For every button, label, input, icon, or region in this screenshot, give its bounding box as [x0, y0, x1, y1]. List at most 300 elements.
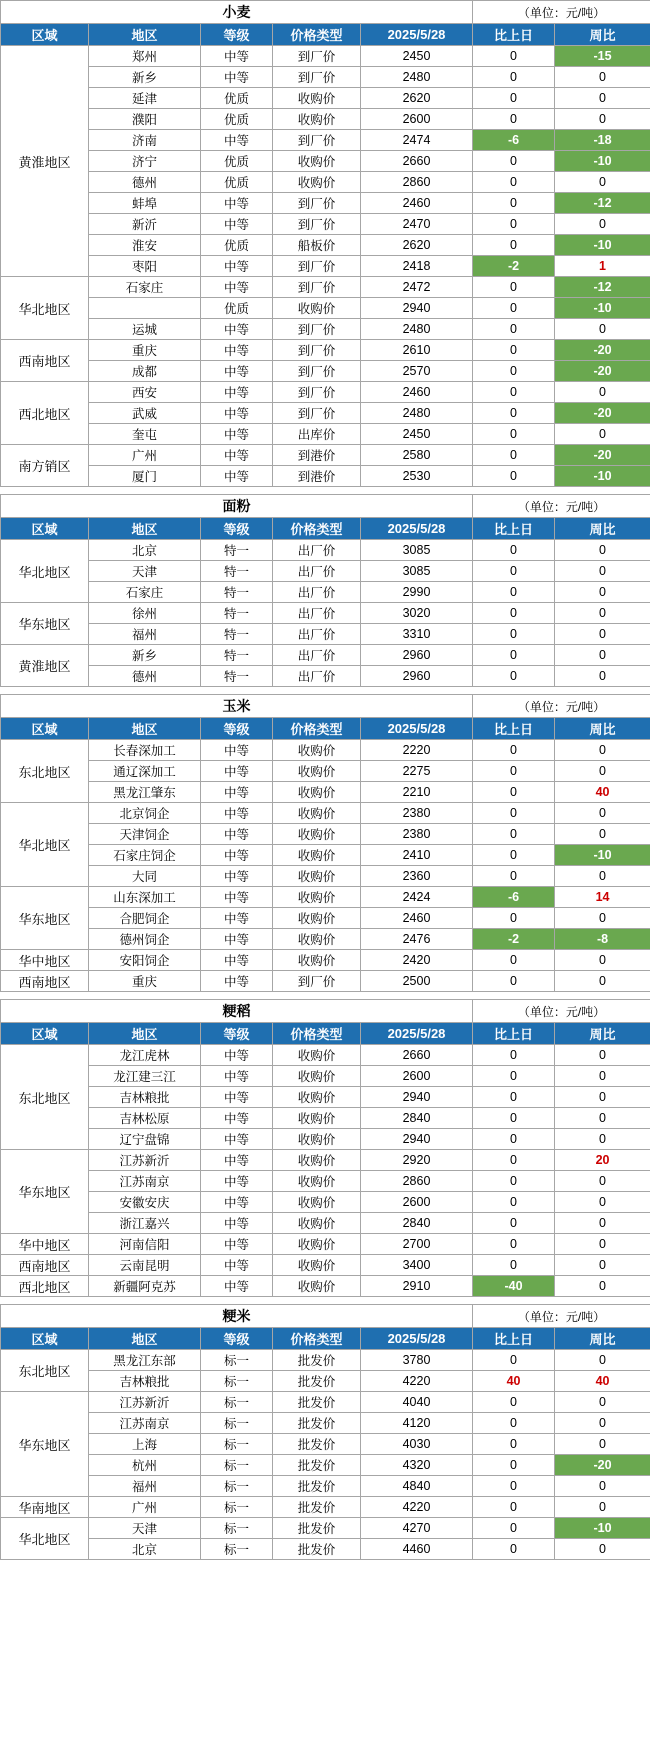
column-header: 地区	[89, 718, 201, 740]
grade-cell: 标一	[201, 1371, 273, 1392]
area-cell: 重庆	[89, 971, 201, 992]
grade-cell: 优质	[201, 235, 273, 256]
column-header: 地区	[89, 24, 201, 46]
week-change-cell: -8	[555, 929, 650, 950]
grade-cell: 优质	[201, 172, 273, 193]
price-cell: 2275	[361, 761, 473, 782]
grade-cell: 标一	[201, 1518, 273, 1539]
area-cell: 西安	[89, 382, 201, 403]
column-header: 2025/5/28	[361, 718, 473, 740]
day-change-cell: 0	[473, 1234, 555, 1255]
price-table	[0, 694, 650, 992]
table-title-row	[1, 695, 650, 718]
week-change-cell: -12	[555, 277, 650, 298]
day-change-cell: 0	[473, 298, 555, 319]
day-change-cell: 0	[473, 235, 555, 256]
table-row	[1, 561, 650, 582]
day-change-cell: 0	[473, 1192, 555, 1213]
price-type-cell: 收购价	[273, 298, 361, 319]
week-change-cell: 0	[555, 1171, 650, 1192]
grade-cell: 中等	[201, 1108, 273, 1129]
area-cell: 淮安	[89, 235, 201, 256]
grade-cell: 中等	[201, 761, 273, 782]
grade-cell: 中等	[201, 929, 273, 950]
day-change-cell: 0	[473, 340, 555, 361]
price-cell: 4320	[361, 1455, 473, 1476]
week-change-cell: -20	[555, 445, 650, 466]
day-change-cell: 0	[473, 561, 555, 582]
price-type-cell: 收购价	[273, 887, 361, 908]
day-change-cell: 0	[473, 1434, 555, 1455]
table-header-row	[1, 518, 650, 540]
area-cell: 上海	[89, 1434, 201, 1455]
price-cell: 2600	[361, 1192, 473, 1213]
area-cell: 广州	[89, 1497, 201, 1518]
price-type-cell: 收购价	[273, 1171, 361, 1192]
table-row	[1, 382, 650, 403]
table-header-row	[1, 1328, 650, 1350]
grade-cell: 中等	[201, 67, 273, 88]
table-header-row	[1, 1023, 650, 1045]
area-cell: 云南昆明	[89, 1255, 201, 1276]
day-change-cell: 40	[473, 1371, 555, 1392]
grade-cell: 中等	[201, 1234, 273, 1255]
grade-cell: 中等	[201, 1066, 273, 1087]
grade-cell: 标一	[201, 1497, 273, 1518]
price-type-cell: 收购价	[273, 109, 361, 130]
day-change-cell: 0	[473, 845, 555, 866]
grade-cell: 中等	[201, 887, 273, 908]
week-change-cell: 0	[555, 1392, 650, 1413]
price-table	[0, 1304, 650, 1560]
price-cell: 4270	[361, 1518, 473, 1539]
grade-cell: 中等	[201, 193, 273, 214]
table-row	[1, 445, 650, 466]
area-cell: 山东深加工	[89, 887, 201, 908]
price-type-cell: 收购价	[273, 1234, 361, 1255]
day-change-cell: 0	[473, 1066, 555, 1087]
price-type-cell: 到厂价	[273, 46, 361, 67]
price-table	[0, 999, 650, 1297]
day-change-cell: 0	[473, 1045, 555, 1066]
day-change-cell: 0	[473, 319, 555, 340]
area-cell: 延津	[89, 88, 201, 109]
day-change-cell: 0	[473, 466, 555, 487]
day-change-cell: 0	[473, 782, 555, 803]
area-cell: 龙江虎林	[89, 1045, 201, 1066]
area-cell: 濮阳	[89, 109, 201, 130]
price-type-cell: 到厂价	[273, 340, 361, 361]
area-cell: 福州	[89, 1476, 201, 1497]
day-change-cell: 0	[473, 803, 555, 824]
price-cell: 2420	[361, 950, 473, 971]
table-row	[1, 645, 650, 666]
table-row	[1, 1413, 650, 1434]
day-change-cell: 0	[473, 424, 555, 445]
grade-cell: 优质	[201, 298, 273, 319]
table-row	[1, 235, 650, 256]
week-change-cell: -20	[555, 403, 650, 424]
area-cell: 辽宁盘锦	[89, 1129, 201, 1150]
week-change-cell: 0	[555, 1192, 650, 1213]
table-row	[1, 740, 650, 761]
area-cell: 武威	[89, 403, 201, 424]
grade-cell: 中等	[201, 424, 273, 445]
grade-cell: 中等	[201, 361, 273, 382]
day-change-cell: 0	[473, 971, 555, 992]
day-change-cell: 0	[473, 1087, 555, 1108]
region-cell: 西南地区	[1, 340, 89, 382]
grade-cell: 中等	[201, 277, 273, 298]
day-change-cell: -6	[473, 887, 555, 908]
week-change-cell: 0	[555, 67, 650, 88]
week-change-cell: -20	[555, 340, 650, 361]
grade-cell: 中等	[201, 256, 273, 277]
column-header: 地区	[89, 518, 201, 540]
column-header: 价格类型	[273, 24, 361, 46]
price-cell: 2660	[361, 151, 473, 172]
unit-label: （单位：元/吨）	[473, 1000, 650, 1023]
table-row	[1, 1213, 650, 1234]
table-row	[1, 1539, 650, 1560]
price-cell: 2700	[361, 1234, 473, 1255]
table-row	[1, 1087, 650, 1108]
price-type-cell: 收购价	[273, 151, 361, 172]
price-cell: 2610	[361, 340, 473, 361]
table-row	[1, 1350, 650, 1371]
commodity-title: 面粉	[1, 495, 473, 518]
price-cell: 2460	[361, 382, 473, 403]
table-row	[1, 1045, 650, 1066]
day-change-cell: -2	[473, 256, 555, 277]
column-header: 比上日	[473, 1023, 555, 1045]
commodity-title: 小麦	[1, 1, 473, 24]
table-row	[1, 666, 650, 687]
area-cell: 杭州	[89, 1455, 201, 1476]
week-change-cell: 0	[555, 1045, 650, 1066]
area-cell: 石家庄饲企	[89, 845, 201, 866]
week-change-cell: 0	[555, 1476, 650, 1497]
column-header: 等级	[201, 24, 273, 46]
column-header: 价格类型	[273, 1328, 361, 1350]
table-row	[1, 603, 650, 624]
area-cell: 合肥饲企	[89, 908, 201, 929]
price-cell: 4040	[361, 1392, 473, 1413]
area-cell: 安徽安庆	[89, 1192, 201, 1213]
table-row	[1, 151, 650, 172]
price-cell: 2220	[361, 740, 473, 761]
table-row	[1, 88, 650, 109]
region-cell: 黄淮地区	[1, 46, 89, 277]
column-header: 周比	[555, 718, 650, 740]
table-row	[1, 1455, 650, 1476]
week-change-cell: 0	[555, 1350, 650, 1371]
grade-cell: 中等	[201, 824, 273, 845]
region-cell: 华中地区	[1, 950, 89, 971]
price-cell: 2472	[361, 277, 473, 298]
grade-cell: 标一	[201, 1350, 273, 1371]
price-cell: 2660	[361, 1045, 473, 1066]
price-type-cell: 批发价	[273, 1497, 361, 1518]
table-row	[1, 908, 650, 929]
table-row	[1, 803, 650, 824]
grade-cell: 中等	[201, 1129, 273, 1150]
grade-cell: 中等	[201, 214, 273, 235]
table-row	[1, 1234, 650, 1255]
price-type-cell: 到厂价	[273, 67, 361, 88]
table-header-row	[1, 24, 650, 46]
price-cell: 4030	[361, 1434, 473, 1455]
column-header: 周比	[555, 1023, 650, 1045]
table-row	[1, 1476, 650, 1497]
price-cell: 2476	[361, 929, 473, 950]
column-header: 区域	[1, 518, 89, 540]
column-header: 地区	[89, 1023, 201, 1045]
day-change-cell: 0	[473, 540, 555, 561]
column-header: 比上日	[473, 518, 555, 540]
price-type-cell: 收购价	[273, 1255, 361, 1276]
price-type-cell: 收购价	[273, 1087, 361, 1108]
region-cell: 黄淮地区	[1, 645, 89, 687]
price-type-cell: 收购价	[273, 782, 361, 803]
table-row	[1, 1192, 650, 1213]
price-type-cell: 到厂价	[273, 277, 361, 298]
area-cell: 天津	[89, 1518, 201, 1539]
region-cell: 西北地区	[1, 382, 89, 445]
grade-cell: 优质	[201, 109, 273, 130]
table-row	[1, 67, 650, 88]
week-change-cell: 40	[555, 782, 650, 803]
region-cell: 华北地区	[1, 277, 89, 340]
commodity-block	[0, 1304, 650, 1560]
day-change-cell: 0	[473, 624, 555, 645]
unit-label: （单位：元/吨）	[473, 495, 650, 518]
week-change-cell: -15	[555, 46, 650, 67]
table-row	[1, 403, 650, 424]
commodity-title: 粳米	[1, 1305, 473, 1328]
grade-cell: 中等	[201, 466, 273, 487]
price-type-cell: 到厂价	[273, 256, 361, 277]
table-row	[1, 1518, 650, 1539]
region-cell: 东北地区	[1, 1350, 89, 1392]
week-change-cell: 0	[555, 1213, 650, 1234]
area-cell: 济南	[89, 130, 201, 151]
week-change-cell: 20	[555, 1150, 650, 1171]
price-type-cell: 批发价	[273, 1434, 361, 1455]
area-cell: 北京	[89, 540, 201, 561]
day-change-cell: 0	[473, 151, 555, 172]
day-change-cell: 0	[473, 67, 555, 88]
day-change-cell: -6	[473, 130, 555, 151]
table-row	[1, 256, 650, 277]
price-type-cell: 收购价	[273, 1150, 361, 1171]
day-change-cell: 0	[473, 172, 555, 193]
price-cell: 2600	[361, 1066, 473, 1087]
price-cell: 2840	[361, 1213, 473, 1234]
table-row	[1, 971, 650, 992]
price-type-cell: 收购价	[273, 866, 361, 887]
area-cell: 德州	[89, 666, 201, 687]
area-cell: 吉林粮批	[89, 1087, 201, 1108]
grade-cell: 优质	[201, 88, 273, 109]
table-row	[1, 172, 650, 193]
region-cell: 华东地区	[1, 1392, 89, 1497]
grade-cell: 中等	[201, 1045, 273, 1066]
area-cell: 石家庄	[89, 277, 201, 298]
grade-cell: 标一	[201, 1413, 273, 1434]
table-row	[1, 193, 650, 214]
day-change-cell: 0	[473, 645, 555, 666]
area-cell: 江苏新沂	[89, 1150, 201, 1171]
table-row	[1, 582, 650, 603]
price-type-cell: 到厂价	[273, 319, 361, 340]
week-change-cell: 0	[555, 866, 650, 887]
table-row	[1, 540, 650, 561]
commodity-block	[0, 0, 650, 487]
area-cell: 江苏南京	[89, 1171, 201, 1192]
table-row	[1, 319, 650, 340]
day-change-cell: 0	[473, 761, 555, 782]
table-row	[1, 1066, 650, 1087]
area-cell: 蚌埠	[89, 193, 201, 214]
grade-cell: 中等	[201, 130, 273, 151]
area-cell: 浙江嘉兴	[89, 1213, 201, 1234]
week-change-cell: -10	[555, 845, 650, 866]
area-cell	[89, 298, 201, 319]
price-type-cell: 批发价	[273, 1518, 361, 1539]
area-cell: 福州	[89, 624, 201, 645]
region-cell: 华东地区	[1, 887, 89, 950]
region-cell: 南方销区	[1, 445, 89, 487]
grade-cell: 中等	[201, 319, 273, 340]
day-change-cell: 0	[473, 603, 555, 624]
price-type-cell: 到厂价	[273, 971, 361, 992]
table-row	[1, 1108, 650, 1129]
day-change-cell: 0	[473, 1392, 555, 1413]
day-change-cell: 0	[473, 193, 555, 214]
table-row	[1, 130, 650, 151]
week-change-cell: -10	[555, 235, 650, 256]
table-row	[1, 361, 650, 382]
week-change-cell: 0	[555, 950, 650, 971]
price-cell: 2410	[361, 845, 473, 866]
commodity-title: 粳稻	[1, 1000, 473, 1023]
grade-cell: 特一	[201, 624, 273, 645]
table-row	[1, 1434, 650, 1455]
column-header: 周比	[555, 24, 650, 46]
grade-cell: 标一	[201, 1455, 273, 1476]
price-cell: 3020	[361, 603, 473, 624]
price-type-cell: 收购价	[273, 929, 361, 950]
table-title-row	[1, 1305, 650, 1328]
table-row	[1, 950, 650, 971]
week-change-cell: -10	[555, 1518, 650, 1539]
area-cell: 天津饲企	[89, 824, 201, 845]
area-cell: 大同	[89, 866, 201, 887]
price-type-cell: 收购价	[273, 908, 361, 929]
area-cell: 黑龙江肇东	[89, 782, 201, 803]
price-type-cell: 船板价	[273, 235, 361, 256]
column-header: 周比	[555, 518, 650, 540]
week-change-cell: 0	[555, 1255, 650, 1276]
price-cell: 2600	[361, 109, 473, 130]
area-cell: 北京	[89, 1539, 201, 1560]
day-change-cell: 0	[473, 1150, 555, 1171]
week-change-cell: 0	[555, 666, 650, 687]
table-row	[1, 1371, 650, 1392]
price-type-cell: 出厂价	[273, 582, 361, 603]
table-row	[1, 1150, 650, 1171]
column-header: 区域	[1, 24, 89, 46]
area-cell: 广州	[89, 445, 201, 466]
price-table	[0, 0, 650, 487]
week-change-cell: 0	[555, 1413, 650, 1434]
area-cell: 石家庄	[89, 582, 201, 603]
week-change-cell: 0	[555, 1108, 650, 1129]
column-header: 价格类型	[273, 518, 361, 540]
price-cell: 2580	[361, 445, 473, 466]
week-change-cell: -10	[555, 466, 650, 487]
day-change-cell: 0	[473, 88, 555, 109]
week-change-cell: 0	[555, 424, 650, 445]
unit-label: （单位：元/吨）	[473, 1, 650, 24]
table-row	[1, 845, 650, 866]
unit-label: （单位：元/吨）	[473, 1305, 650, 1328]
price-cell: 2940	[361, 298, 473, 319]
commodity-title: 玉米	[1, 695, 473, 718]
grade-cell: 中等	[201, 740, 273, 761]
week-change-cell: 0	[555, 319, 650, 340]
area-cell: 江苏新沂	[89, 1392, 201, 1413]
area-cell: 安阳饲企	[89, 950, 201, 971]
table-row	[1, 1171, 650, 1192]
week-change-cell: 40	[555, 1371, 650, 1392]
area-cell: 新疆阿克苏	[89, 1276, 201, 1297]
price-type-cell: 收购价	[273, 1213, 361, 1234]
table-row	[1, 824, 650, 845]
grade-cell: 中等	[201, 382, 273, 403]
week-change-cell: 0	[555, 1434, 650, 1455]
week-change-cell: 0	[555, 740, 650, 761]
price-cell: 2860	[361, 172, 473, 193]
commodity-block	[0, 694, 650, 992]
area-cell: 运城	[89, 319, 201, 340]
table-row	[1, 109, 650, 130]
day-change-cell: 0	[473, 582, 555, 603]
price-type-cell: 收购价	[273, 88, 361, 109]
price-type-cell: 收购价	[273, 172, 361, 193]
price-type-cell: 收购价	[273, 1045, 361, 1066]
table-row	[1, 46, 650, 67]
area-cell: 北京饲企	[89, 803, 201, 824]
day-change-cell: 0	[473, 1129, 555, 1150]
region-cell: 华北地区	[1, 1518, 89, 1560]
price-cell: 3780	[361, 1350, 473, 1371]
grade-cell: 中等	[201, 445, 273, 466]
column-header: 2025/5/28	[361, 1023, 473, 1045]
area-cell: 徐州	[89, 603, 201, 624]
grade-cell: 优质	[201, 151, 273, 172]
column-header: 等级	[201, 718, 273, 740]
day-change-cell: -2	[473, 929, 555, 950]
price-cell: 2424	[361, 887, 473, 908]
grade-cell: 中等	[201, 908, 273, 929]
price-type-cell: 到厂价	[273, 361, 361, 382]
week-change-cell: 0	[555, 582, 650, 603]
price-type-cell: 出厂价	[273, 645, 361, 666]
column-header: 比上日	[473, 1328, 555, 1350]
price-cell: 2840	[361, 1108, 473, 1129]
